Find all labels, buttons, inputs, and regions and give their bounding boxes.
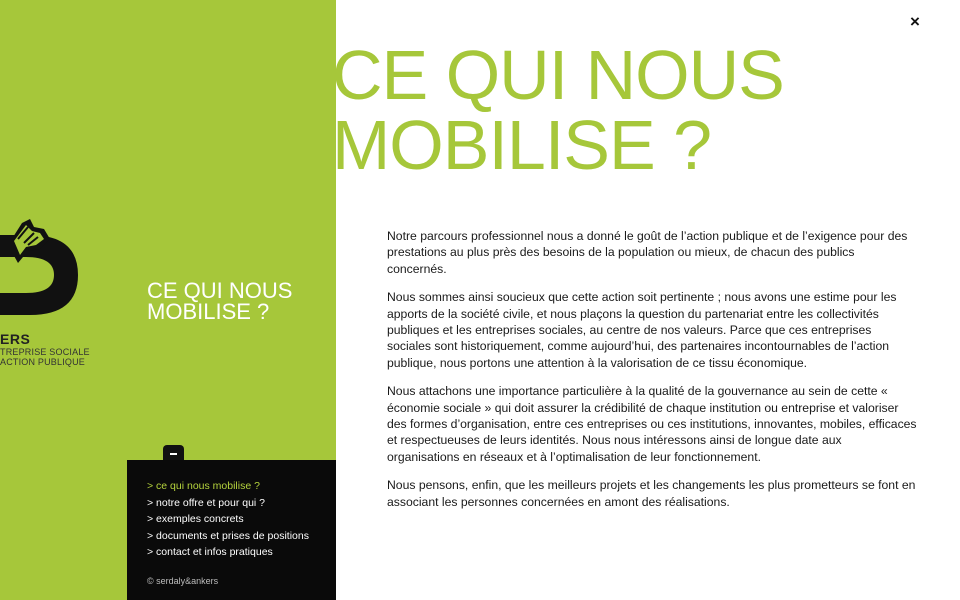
main-nav xyxy=(147,478,309,561)
close-icon: × xyxy=(910,12,920,31)
logo-tagline-2: ACTION PUBLIQUE xyxy=(0,357,86,368)
copyright-text: © serdaly&ankers xyxy=(147,576,219,586)
logo-name: ERS xyxy=(0,331,31,347)
nav-item-documents[interactable]: > documents et prises de positions xyxy=(147,529,309,542)
logo-text xyxy=(0,331,90,368)
nav-item-ce-qui-nous-mobilise[interactable]: > ce qui nous mobilise ? xyxy=(147,480,260,492)
page-title xyxy=(332,36,784,184)
panel-title-line-2: MOBILISE ? xyxy=(147,299,270,324)
navigation-panel xyxy=(127,460,336,600)
page-title-line-1: CE QUI NOUS xyxy=(332,36,784,114)
content-paragraph-1: Notre parcours professionnel nous a donné le goût de l’action publique et de l’exigence pour des prestations au plus près des besoins de la population ou mieux, de chacun des publics concernés. xyxy=(387,229,908,276)
section-title-panel xyxy=(127,0,336,460)
close-button[interactable] xyxy=(903,10,927,34)
logo-tagline-1: TREPRISE SOCIALE xyxy=(0,347,90,358)
clasped-hands-logo-icon xyxy=(0,205,100,325)
nav-item-notre-offre[interactable]: > notre offre et pour qui ? xyxy=(147,496,266,509)
brand-logo[interactable] xyxy=(0,205,127,385)
panel-section-title xyxy=(147,280,332,322)
content-paragraph-3: Nous attachons une importance particulière à la qualité de la gouvernance au sein de cette « économie sociale » qui doit assurer la crédibilité de chaque institution ou entreprise et valoriser des formes d’organisation, entre ces entreprises ou ces institutions, innovantes, mobiles, efficaces et respectueuses de leurs identités. Nous nous intéressons ainsi de longue date aux organisations en réseaux et à l’optimalisation de leur fonctionnement. xyxy=(387,384,917,464)
nav-item-exemples-concrets[interactable]: > exemples concrets xyxy=(147,513,244,525)
content-paragraph-4: Nous pensons, enfin, que les meilleurs projets et les changements les plus prometteurs se font en associant les personnes concernées en amont des réalisations. xyxy=(387,478,916,509)
content-paragraph-2: Nous sommes ainsi soucieux que cette action soit pertinente ; nous avons une estime pour les apports de la société civile, et nous plaçons la question du partenariat entre les collectivités publiques et les entreprises sociales, au centre de nos valeurs. Parce que ces entreprises sociales sont historiquement, comme aujourd’hui, des partenaires incontournables de l’action publique, nous portons une attention à la valorisation de ce tissu économique. xyxy=(387,290,897,370)
page-title-line-2: MOBILISE ? xyxy=(332,106,712,184)
left-green-strip xyxy=(0,0,127,600)
nav-item-contact[interactable]: > contact et infos pratiques xyxy=(147,546,273,558)
main-content xyxy=(387,228,917,522)
panel-title-line-1: CE QUI NOUS xyxy=(147,278,293,303)
